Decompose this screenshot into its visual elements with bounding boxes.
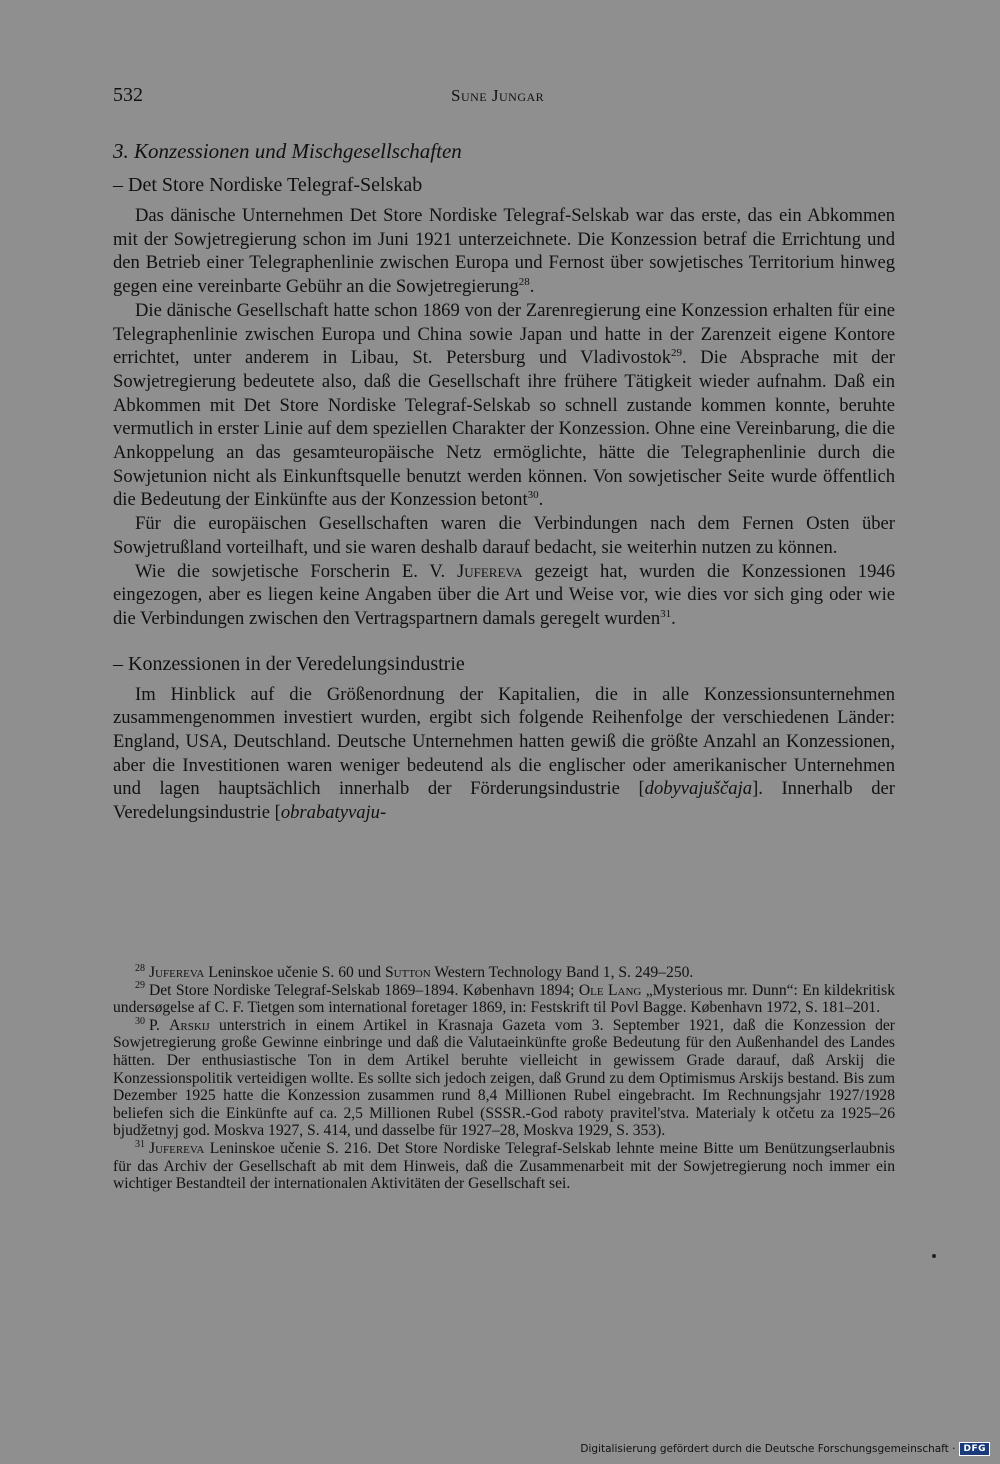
dfg-logo-icon: DFG	[959, 1442, 990, 1456]
paragraph: Die dänische Gesellschaft hatte schon 1869 von der Zarenregierung eine Konzession erhalten für eine Telegraphenlinie zwischen Europa und China sowie Japan und hatte in der Zarenzeit eigene Kontore errichtet, unter anderem in Libau, St. Petersburg und Vladivostok$^{29}$. Die Absprache mit der Sowjetregierung bedeutete also, daß die Gesellschaft ihre frühere Tätigkeit wieder aufnahm. Daß ein Abkommen mit Det Store Nordiske Telegraf-Selskab so schnell zustande kommen konnte, beruhte vermutlich in erster Linie auf dem speziellen Charakter der Konzession. Ohne eine Vereinbarung, die die Ankoppelung an das gesamteuropäische Netz ermöglichte, hätte die Telegraphenlinie durch die Sowjetunion nicht als Einkunftsquelle benutzt werden können. Von sowjetischer Seite wurde öffentlich die Bedeutung der Einkünfte aus der Konzession betont$^{30}$.	[113, 299, 895, 511]
paragraph-text: Im Hinblick auf die Größenordnung der Kapitalien, die in alle Konzessionsunternehmen zusammengenommen investiert wurden, ergibt sich folgende Reihenfolge der verschiedenen Länder: England, USA, Deutschland. Deutsche Unternehmen hatten gewiß die größte Anzahl an Konzessionen, aber die Investitionen waren weniger bedeutend als die englischer oder amerikanischer Unternehmen und lagen hauptsächlich innerhalb der Förderungsindustrie [	[113, 683, 895, 800]
footnote-text: Leninskoe učenie S. 60 und	[204, 964, 385, 981]
author-name: Ole Lang	[578, 981, 642, 999]
footnote-number: 28	[135, 962, 145, 974]
scan-speck	[932, 1254, 936, 1258]
footnote-text: Det Store Nordiske Telegraf-Selskab 1869–1894. København 1894;	[149, 981, 579, 999]
author-name: Jufereva	[457, 560, 523, 582]
footnote	[113, 1017, 895, 1140]
footnote-text: Leninskoe učenie S. 216. Det Store Nordiske Telegraf-Selskab lehnte meine Bitte um Benützungserlaubnis für das Archiv der Gesellschaft ab mit dem Hinweis, daß die Zusammenarbeit mit der Sowjetregierung noch immer ein wichtiger Bestandteil der internationalen Aktivitäten der Gesellschaft sei.	[113, 1139, 895, 1193]
paragraph: Wie die sowjetische Forscherin E. V. Jufereva gezeigt hat, wurden die Konzessionen 1946 eingezogen, aber es liegen keine Angaben über die Art und Weise vor, wie dies vor sich ging oder wie die Verbindungen zwischen den Vertragspartnern damals geregelt wurden$^{31}$.	[113, 560, 895, 629]
paragraph-text: Die dänische Gesellschaft hatte schon 1869 von der Zarenregierung eine Konzession erhalten für eine Telegraphenlinie zwischen Europa und China sowie Japan und hatte in der Zarenzeit eigene Kontore errichtet, unter anderem in Libau, St. Petersburg und Vladivostok	[113, 299, 895, 369]
credit-text: Digitalisierung gefördert durch die Deutsche Forschungsgemeinschaft ·	[580, 1443, 956, 1455]
running-head: Sune Jungar	[451, 86, 545, 105]
footnote	[113, 982, 895, 1017]
author-name: Sutton	[384, 964, 431, 981]
footnote-number: 31	[135, 1138, 145, 1150]
footnote-text: P.	[149, 1016, 170, 1034]
footnote-ref: 31	[660, 607, 672, 620]
footnote-text: unterstrich in einem Artikel in Krasnaja Gazeta vom 3. September 1921, daß die Konzession der Sowjetregierung große Gewinne einbringe und daß die Valutaeinkünfte große Bedeutung für den Außenhandel des Landes hätten. Der enthusiastische Ton in dem Artikel beruhte vielleicht in gewissem Grade darauf, daß Arskij die Konzessionspolitik verteidigen wollte. Es sollte sich jedoch zeigen, daß Grund zu dem Optimismus Arskijs bestand. Bis zum Dezember 1925 hatte die Konzession zusammen rund 8,4 Millionen Rubel eingebracht. Im Rechnungsjahr 1927/1928 beliefen sich die Einkünfte auf ca. 2,5 Millionen Rubel (SSSR.-God raboty pravitel'stva. Materialy k otčetu za 1925–26 bjudžetnyj god. Moskva 1927, S. 414, und dasselbe für 1927–28, Moskva 1929, S. 353).	[113, 1016, 896, 1140]
footnote	[113, 1140, 895, 1193]
footnote	[113, 964, 895, 982]
footnote-ref: 29	[671, 347, 683, 360]
footnote-number: 29	[135, 980, 145, 992]
paragraph: Das dänische Unternehmen Det Store Nordiske Telegraf-Selskab war das erste, das ein Abkommen mit der Sowjetregierung schon im Juni 1921 unterzeichnete. Die Konzession betraf die Errichtung und den Betrieb einer Telegraphenlinie zwischen Europa und Fernost über sowjetisches Territorium hinweg gegen eine vereinbarte Gebühr an die Sowjetregierung$^{28}$.	[113, 205, 895, 298]
footnotes	[113, 964, 895, 1193]
subsection-title: – Det Store Nordiske Telegraf-Selskab	[113, 174, 423, 196]
section-title: 3. Konzessionen und Mischgesellschaften	[113, 139, 462, 163]
italic-term: dobyvajuščaja	[644, 778, 753, 800]
author-name: Jufereva	[149, 1139, 205, 1157]
subsection-title: – Konzessionen in der Veredelungsindustrie	[113, 652, 465, 675]
page-number: 532	[113, 84, 143, 106]
digitization-credit	[580, 1442, 990, 1456]
paragraph	[113, 512, 895, 559]
main-text	[113, 138, 895, 825]
paragraph-text: ]. Innerhalb der Veredelungsindustrie [	[113, 778, 896, 824]
author-name: Jufereva	[149, 964, 205, 981]
paragraph-text: Wie die sowjetische Forscherin E. V.	[135, 560, 458, 582]
page-header	[113, 84, 893, 114]
paragraph-text: gezeigt hat, wurden die Konzessionen 1946 eingezogen, aber es liegen keine Angaben über die Art und Weise vor, wie dies vor sich ging oder wie die Verbindungen zwischen den Vertragspartnern damals geregelt wurden	[113, 560, 895, 629]
italic-term: obrabatyvaju-	[280, 802, 387, 824]
author-name: Arskij	[169, 1016, 210, 1034]
footnote-ref: 30	[527, 489, 539, 502]
footnote-text: „Mysterious mr. Dunn“: En kildekritisk undersøgelse af C. F. Tietgen som international foretager 1869, in: Festskrift til Povl Bagge. København 1972, S. 181–201.	[113, 981, 895, 1017]
footnote-number: 30	[135, 1015, 145, 1027]
paragraph-text: Das dänische Unternehmen Det Store Nordiske Telegraf-Selskab war das erste, das ein Abkommen mit der Sowjetregierung schon im Juni 1921 unterzeichnete. Die Konzession betraf die Errichtung und den Betrieb einer Telegraphenlinie zwischen Europa und Fernost über sowjetisches Territorium hinweg gegen eine vereinbarte Gebühr an die Sowjetregierung	[113, 205, 895, 298]
spacer	[113, 631, 895, 651]
footnote-text: Western Technology Band 1, S. 249–250.	[430, 964, 694, 981]
paragraph-text: Für die europäischen Gesellschaften waren die Verbindungen nach dem Fernen Osten über Sowjetrußland vorteilhaft, und sie waren deshalb darauf bedacht, sie weiterhin nutzen zu können.	[113, 513, 895, 558]
paragraph-text: . Die Absprache mit der Sowjetregierung bedeutete also, daß die Gesellschaft ihre frühere Tätigkeit wieder aufnahm. Daß ein Abkommen mit Det Store Nordiske Telegraf-Selskab so schnell zustande kommen konnte, beruhte vermutlich in erster Linie auf dem speziellen Charakter der Konzession. Ohne eine Vereinbarung, die die Ankoppelung an das gesamteuropäische Netz ermöglichte, hätte die Telegraphenlinie durch die Sowjetunion nicht als Einkunftsquelle benutzt werden können. Von sowjetischer Seite wurde öffentlich die Bedeutung der Einkünfte aus der Konzession betont	[113, 347, 895, 511]
paragraph	[113, 683, 895, 825]
footnote-ref: 28	[518, 275, 530, 288]
